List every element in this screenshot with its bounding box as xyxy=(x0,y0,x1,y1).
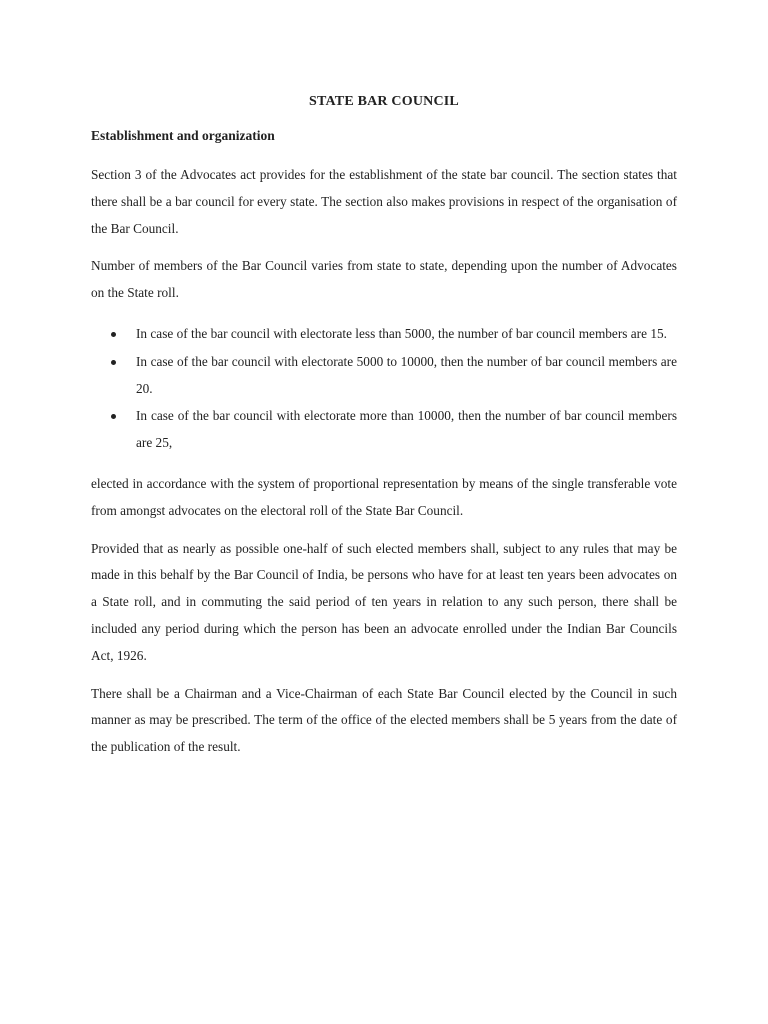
document-body xyxy=(91,92,677,772)
document-title: STATE BAR COUNCIL xyxy=(309,94,459,109)
members-bullet-list xyxy=(91,321,677,457)
bullet-icon xyxy=(111,332,116,337)
paragraph-number-of-members: Number of members of the Bar Council varies from state to state, depending upon the number of Advocates on the State roll. xyxy=(91,258,677,301)
bullet-icon xyxy=(111,360,116,365)
list-item-text: In case of the bar council with electorate less than 5000, the number of bar council members are 15. xyxy=(136,325,667,341)
section-heading: Establishment and organization xyxy=(91,128,275,143)
list-item-text: In case of the bar council with electorate 5000 to 10000, then the number of bar council members are 20. xyxy=(136,353,677,396)
list-item xyxy=(91,403,677,457)
paragraph-section-3: Section 3 of the Advocates act provides for the establishment of the state bar council. The section states that there shall be a bar council for every state. The section also makes provisions in respect of the organisation of the Bar Council. xyxy=(91,167,677,236)
list-item-text: In case of the bar council with electorate more than 10000, then the number of bar council members are 25, xyxy=(136,408,677,451)
list-item xyxy=(91,321,677,348)
paragraph-chairman: There shall be a Chairman and a Vice-Chairman of each State Bar Council elected by the Council in such manner as may be prescribed. The term of the office of the elected members shall be 5 years from the date of the publication of the result. xyxy=(91,685,677,755)
list-item xyxy=(91,349,677,403)
paragraph-provided: Provided that as nearly as possible one-half of such elected members shall, subject to any rules that may be made in this behalf by the Bar Council of India, be persons who have for at least ten years been advocates on a State roll, and in commuting the said period of ten years in relation to any such person, there shall be included any period during which the person has been an advocate enrolled under the Indian Bar Councils Act, 1926. xyxy=(91,540,677,663)
paragraph-elected: elected in accordance with the system of proportional representation by means of the single transferable vote from amongst advocates on the electoral roll of the State Bar Council. xyxy=(91,475,677,518)
bullet-icon xyxy=(111,414,116,419)
